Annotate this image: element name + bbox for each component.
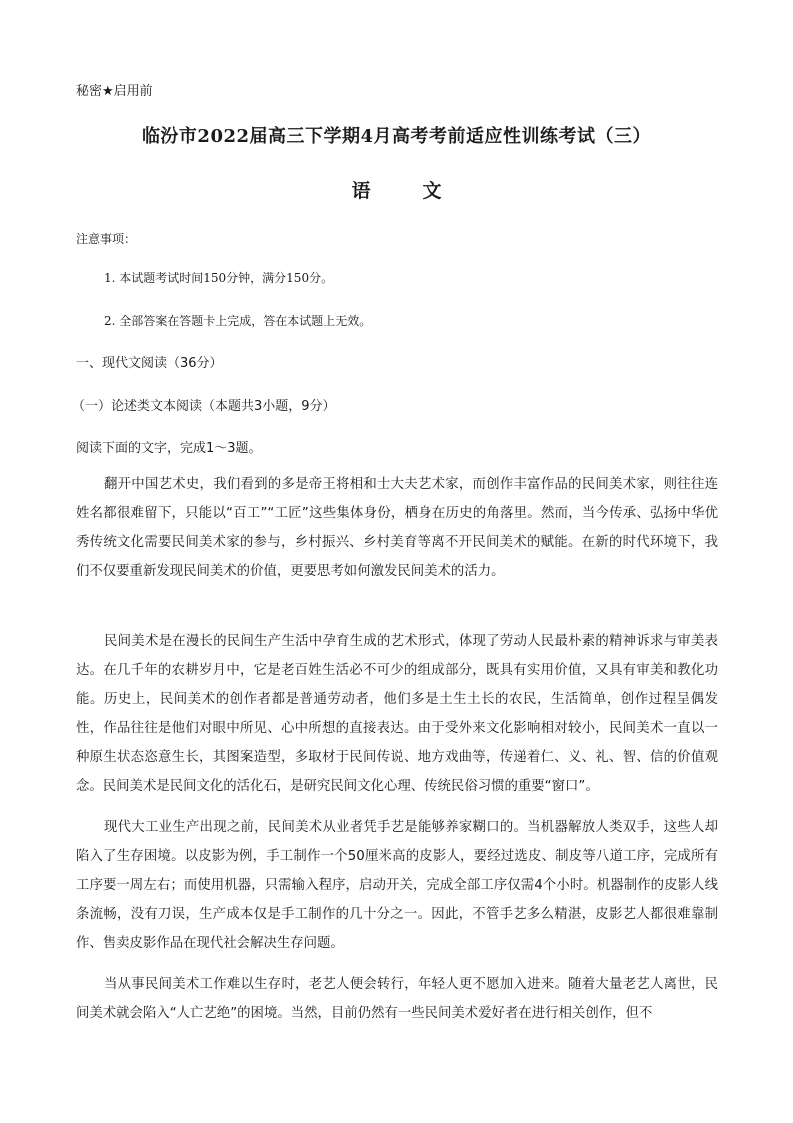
confidential-label: 秘密★启用前 bbox=[76, 84, 153, 99]
notice-item: 1. 本试题考试时间150分钟，满分150分。 bbox=[104, 271, 334, 285]
subsection-heading: （一）论述类文本阅读（本题共3小题，9分） bbox=[72, 399, 336, 414]
subject-char-2: 文 bbox=[422, 180, 442, 202]
notice-item: 2. 全部答案在答题卡上完成，答在本试题上无效。 bbox=[104, 314, 372, 328]
section-heading: 一、现代文阅读（36分） bbox=[76, 356, 223, 371]
passage-paragraph: 民间美术是在漫长的民间生产生活中孕育生成的艺术形式，体现了劳动人民最朴素的精神诉求与审美表达。在几千年的农耕岁月中，它是老百姓生活必不可少的组成部分，既具有实用价值，又具有审美和教化功能。历史上，民间美术的创作者都是普通劳动者，他们多是土生土长的农民，生活简单，创作过程呈偶发性，作品往往是他们对眼中所见、心中所想的直接表达。由于受外来文化影响相对较小，民间美术一直以一种原生状态恣意生长，其图案造型，多取材于民间传说、地方戏曲等，传递着仁、义、礼、智、信的价值观念。民间美术是民间文化的活化石，是研究民间文化心理、传统民俗习惯的重要“窗口”。 bbox=[76, 634, 718, 794]
passage-paragraph: 现代大工业生产出现之前，民间美术从业者凭手艺是能够养家糊口的。当机器解放人类双手，这些人却陷入了生存困境。以皮影为例，手工制作一个50厘米高的皮影人，要经过选皮、制皮等八道工序，完成所有工序要一周左右；而使用机器，只需输入程序，启动开关，完成全部工序仅需4个小时。机器制作的皮影人线条流畅，没有刀误，生产成本仅是手工制作的几十分之一。因此，不管手艺多么精湛，皮影艺人都很难靠制作、售卖皮影作品在现代社会解决生存问题。 bbox=[76, 820, 718, 951]
subject-char-1: 语 bbox=[351, 180, 371, 202]
notice-heading: 注意事项： bbox=[76, 232, 137, 246]
subject-title bbox=[0, 176, 793, 203]
passage-paragraph: 当从事民间美术工作难以生存时，老艺人便会转行，年轻人更不愿加入进来。随着大量老艺人离世，民间美术就会陷入“人亡艺绝”的困境。当然，目前仍然有一些民间美术爱好者在进行相关创作，但不 bbox=[76, 977, 718, 1021]
passage-paragraph: 翻开中国艺术史，我们看到的多是帝王将相和士大夫艺术家，而创作丰富作品的民间美术家，则往往连姓名都很难留下，只能以“百工”“工匠”这些集体身份，栖身在历史的角落里。然而，当今传承、弘扬中华优秀传统文化需要民间美术家的参与，乡村振兴、乡村美育等离不开民间美术的赋能。在新的时代环境下，我们不仅要重新发现民间美术的价值，更要思考如何激发民间美术的活力。 bbox=[76, 477, 718, 579]
reading-instruction: 阅读下面的文字，完成1～3题。 bbox=[76, 441, 262, 456]
exam-title: 临汾市2022届高三下学期4月高考考前适应性训练考试（三） bbox=[141, 126, 652, 147]
